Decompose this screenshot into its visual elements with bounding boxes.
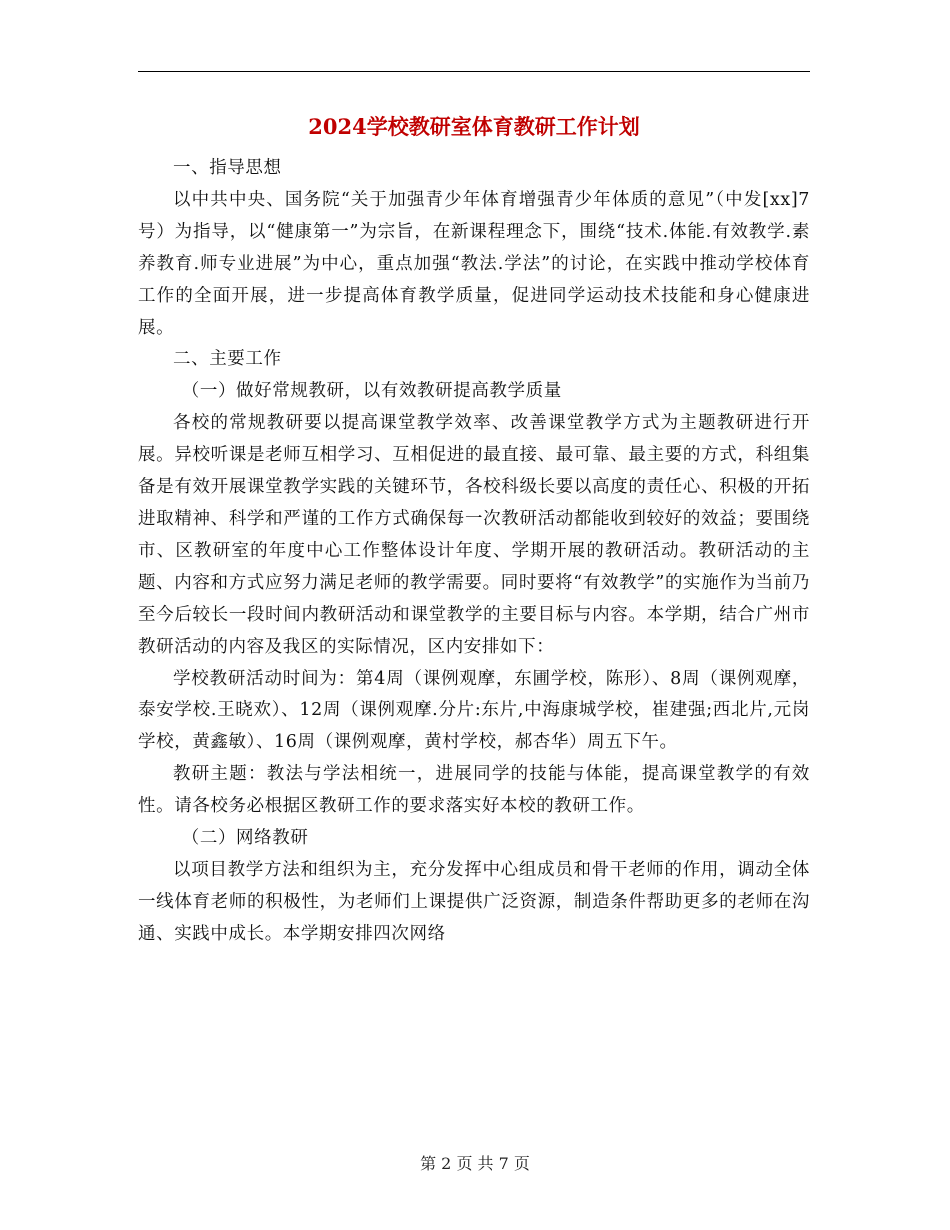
document-title: 2024学校教研室体育教研工作计划	[308, 114, 640, 139]
paragraph-routine-research: 各校的常规教研要以提高课堂教学效率、改善课堂教学方式为主题教研进行开展。异校听课是老师互相学习、互相促进的最直接、最可靠、最主要的方式，科组集备是有效开展课堂教学实践的关键环节，各校科级长要以高度的责任心、积极的开拓进取精神、科学和严谨的工作方式确保每一次教研活动都能收到较好的效益；要围绕市、区教研室的年度中心工作整体设计年度、学期开展的教研活动。教研活动的主题、内容和方式应努力满足老师的教学需要。同时要将“有效教学”的实施作为当前乃至今后较长一段时间内教研活动和课堂教学的主要目标与内容。本学期，结合广州市教研活动的内容及我区的实际情况，区内安排如下：	[138, 413, 810, 657]
paragraph-guiding-thought: 以中共中央、国务院“关于加强青少年体育增强青少年体质的意见”（中发[xx]7号）为指导，以“健康第一”为宗旨，在新课程理念下，围绕“技术.体能.有效教学.素养教育.师专业进展”为中心，重点加强“教法.学法”的讨论，在实践中推动学校体育工作的全面开展，进一步提高体育教学质量，促进同学运动技术技能和身心健康进展。	[138, 189, 810, 338]
paragraph-research-theme: 教研主题：教法与学法相统一，进展同学的技能与体能，提高课堂教学的有效性。请各校务必根据区教研工作的要求落实好本校的教研工作。	[138, 764, 810, 817]
document-body	[138, 153, 810, 951]
subheading-online-research: （二）网络教研	[181, 828, 309, 849]
paragraph-online-research: 以项目教学方法和组织为主，充分发挥中心组成员和骨干老师的作用，调动全体一线体育老师的积极性，为老师们上课提供广泛资源，制造条件帮助更多的老师在沟通、实践中成长。本学期安排四次网络	[138, 859, 810, 944]
subheading-routine-research: （一）做好常规教研，以有效教研提高教学质量	[181, 381, 562, 402]
section-heading-main-work: 二、主要工作	[173, 349, 282, 370]
page-number-footer: 第 2 页 共 7 页	[420, 1154, 530, 1173]
header-rule	[138, 71, 810, 72]
section-heading-guiding-thought: 一、指导思想	[173, 158, 282, 178]
paragraph-activity-schedule: 学校教研活动时间为：第4周（课例观摩，东圃学校，陈形）、8周（课例观摩，泰安学校.王晓欢）、12周（课例观摩.分片:东片,中海康城学校，崔建强;西北片,元岗学校，黄鑫敏）、16周（课例观摩，黄村学校，郝杏华）周五下午。	[138, 668, 810, 753]
